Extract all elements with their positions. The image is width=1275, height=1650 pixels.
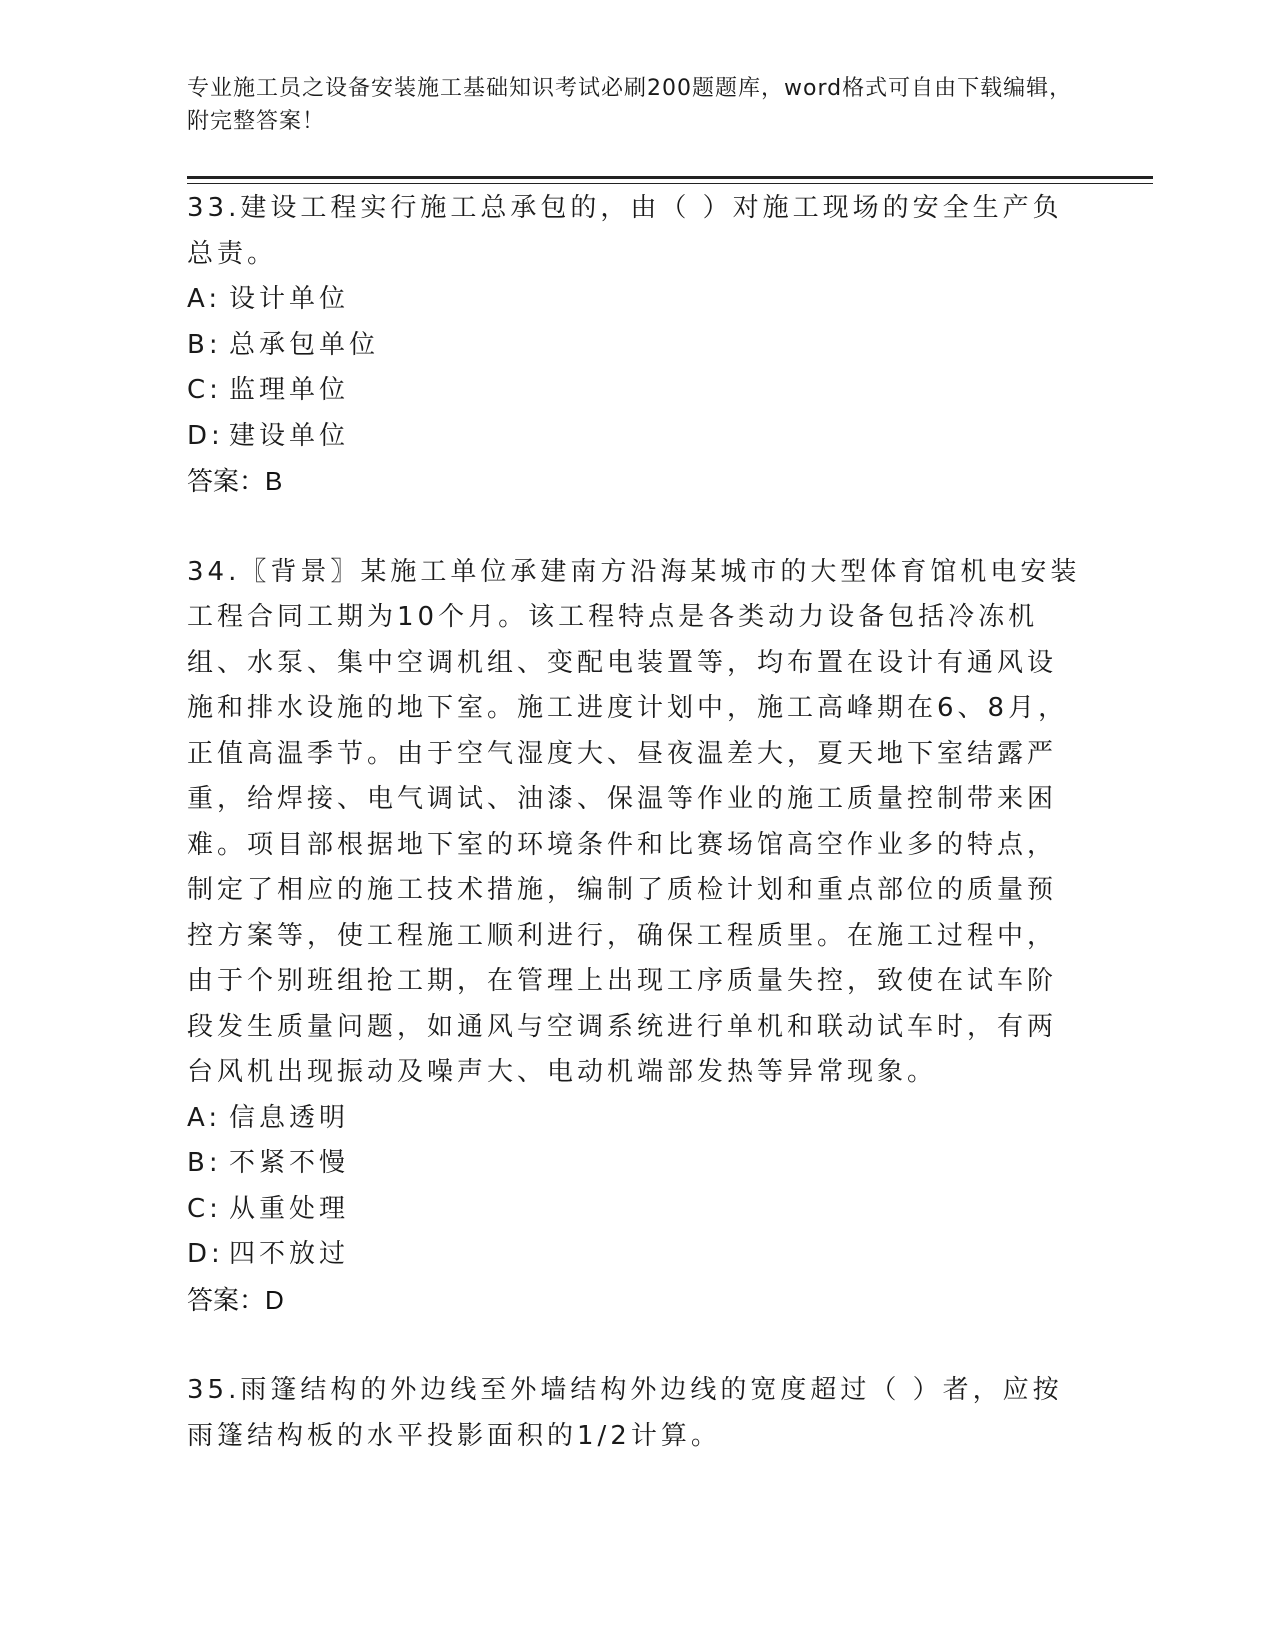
option-letter: A:: [187, 1102, 222, 1133]
option-a: [187, 277, 1082, 323]
question-gap: [187, 505, 1082, 550]
document-header: 专业施工员之设备安装施工基础知识考试必刷200题题库，word格式可自由下载编辑，附完整答案！: [187, 76, 1073, 134]
question-stem: 34.〖背景〗某施工单位承建南方沿海某城市的大型体育馆机电安装工程合同工期为10个月。该工程特点是各类动力设备包括冷冻机组、水泵、集中空调机组、变配电装置等，均布置在设计有通风设施和排水设施的地下室。施工进度计划中，施工高峰期在6、8月，正值高温季节。由于空气湿度大、昼夜温差大，夏天地下室结露严重，给焊接、电气调试、油漆、保温等作业的施工质量控制带来困难。项目部根据地下室的环境条件和比赛场馆高空作业多的特点，制定了相应的施工技术措施，编制了质检计划和重点部位的质量预控方案等，使工程施工顺利进行，确保工程质里。在施工过程中，由于个别班组抢工期，在管理上出现工序质量失控，致使在试车阶段发生质量问题，如通风与空调系统进行单机和联动试车时，有两台风机出现振动及噪声大、电动机端部发热等异常现象。: [187, 556, 1081, 1087]
option-text: 不紧不慢: [229, 1148, 350, 1178]
option-c: [187, 1187, 1082, 1233]
answer-line: 答案：D: [187, 1284, 284, 1315]
option-letter: A:: [187, 284, 222, 314]
option-letter: D:: [187, 1239, 224, 1269]
option-a: [187, 1096, 1082, 1142]
option-letter: B:: [187, 329, 222, 360]
option-d: [187, 414, 1082, 460]
header-rule-thin: [187, 183, 1153, 184]
question-stem: 33.建设工程实行施工总承包的，由（ ）对施工现场的安全生产负总责。: [187, 193, 1063, 269]
option-c: [187, 368, 1082, 414]
option-letter: C:: [187, 375, 222, 405]
question-gap: [187, 1323, 1082, 1368]
header-rule-thick: [187, 176, 1153, 179]
option-text: 设计单位: [229, 284, 350, 314]
question-stem: 35.雨篷结构的外边线至外墙结构外边线的宽度超过（ ）者，应按雨篷结构板的水平投影面积的1/2计算。: [187, 1375, 1063, 1451]
option-b: [187, 1141, 1082, 1187]
option-text: 监理单位: [229, 375, 350, 405]
option-text: 从重处理: [229, 1193, 350, 1224]
question-list: [187, 186, 1082, 1459]
question-35: [187, 1368, 1082, 1459]
option-text: 建设单位: [229, 420, 350, 451]
option-text: 四不放过: [229, 1239, 350, 1269]
question-34: [187, 550, 1082, 1324]
question-33: [187, 186, 1082, 505]
option-letter: D:: [187, 420, 224, 451]
option-b: [187, 323, 1082, 369]
option-d: [187, 1232, 1082, 1278]
option-letter: C:: [187, 1193, 222, 1224]
option-text: 总承包单位: [229, 329, 380, 360]
option-text: 信息透明: [229, 1102, 350, 1133]
option-letter: B:: [187, 1148, 222, 1178]
answer-line: 答案：B: [187, 466, 283, 496]
